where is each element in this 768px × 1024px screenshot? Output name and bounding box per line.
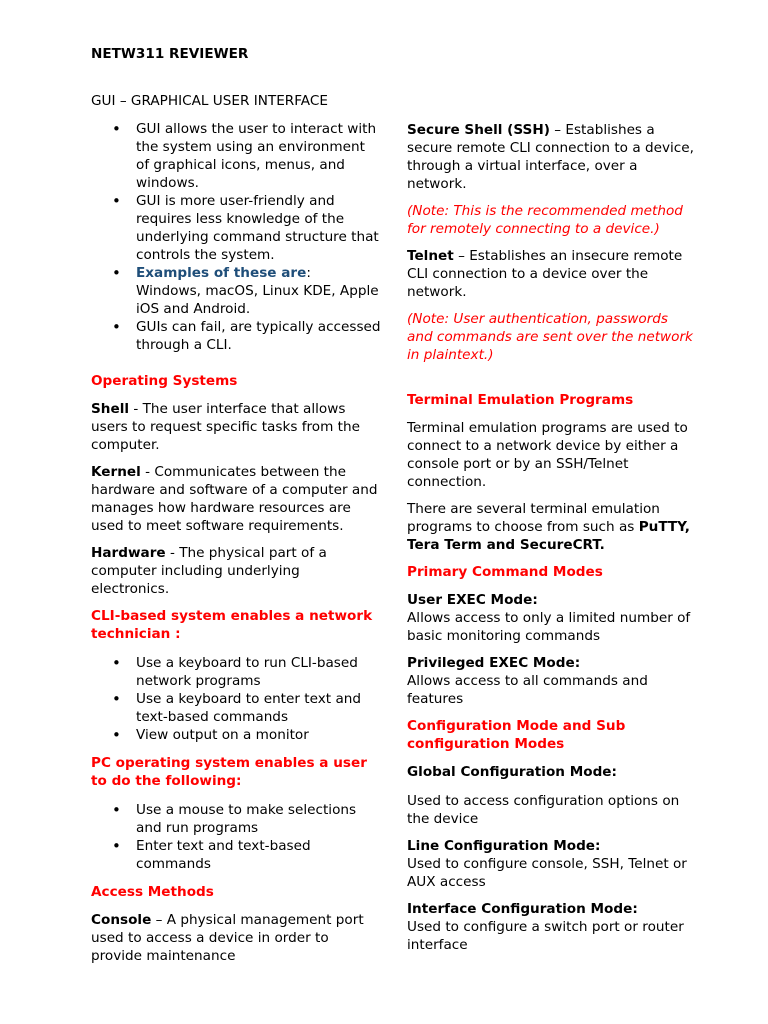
console-term: Console: [91, 912, 152, 928]
kernel-term: Kernel: [91, 464, 141, 480]
list-item: • Use a keyboard to enter text and text-based commands: [109, 690, 381, 726]
shell-def: - The user interface that allows users to request specific tasks from the computer.: [91, 401, 360, 453]
ssh-note: (Note: This is the recommended method for remotely connecting to a device.): [407, 203, 683, 237]
page-title: NETW311 REVIEWER: [91, 46, 249, 62]
gui-list: [109, 120, 381, 354]
priv-exec-def: Allows access to all commands and features: [407, 673, 648, 707]
console-definition: [91, 911, 381, 965]
telnet-note: (Note: User authentication, passwords and commands are sent over the network in plaintext.): [407, 311, 693, 363]
os-heading: Operating Systems: [91, 373, 238, 389]
priv-exec-term: Privileged EXEC Mode:: [407, 655, 581, 671]
kernel-definition: [91, 463, 381, 535]
hardware-definition: [91, 544, 381, 598]
tep-paragraph-1: Terminal emulation programs are used to connect to a network device by either a console port or by an SSH/Telnet connection.: [407, 420, 688, 490]
tep-p2-text: There are several terminal emulation programs to choose from such as: [407, 501, 660, 535]
pc-list: [109, 801, 381, 873]
examples-colon: :: [306, 265, 311, 281]
global-def: Used to access configuration options on the device: [407, 793, 680, 827]
right-column: [407, 121, 697, 963]
priv-exec-mode: [407, 654, 697, 708]
list-item: • Use a keyboard to run CLI-based network programs: [109, 654, 381, 690]
list-item: • View output on a monitor: [109, 726, 381, 744]
telnet-def: – Establishes an insecure remote CLI connection to a device over the network.: [407, 248, 683, 300]
telnet-definition: [407, 247, 697, 301]
examples-text: Windows, macOS, Linux KDE, Apple iOS and Android.: [136, 283, 379, 317]
hardware-term: Hardware: [91, 545, 166, 561]
line-def: Used to configure console, SSH, Telnet or AUX access: [407, 856, 687, 890]
user-exec-mode: [407, 591, 697, 645]
ssh-def: – Establishes a secure remote CLI connection to a device, through a virtual interface, over a network.: [407, 122, 694, 192]
left-column: [91, 92, 381, 974]
cli-heading: CLI-based system enables a network technician :: [91, 608, 373, 642]
list-item: • GUIs can fail, are typically accessed through a CLI.: [109, 318, 381, 354]
iface-def: Used to configure a switch port or router interface: [407, 919, 684, 953]
cli-list: [109, 654, 381, 744]
telnet-term: Telnet: [407, 248, 454, 264]
list-item: • Use a mouse to make selections and run programs: [109, 801, 381, 837]
user-exec-term: User EXEC Mode:: [407, 592, 538, 608]
ssh-term: Secure Shell (SSH): [407, 122, 550, 138]
line-config-mode: [407, 837, 697, 891]
shell-term: Shell: [91, 401, 130, 417]
config-heading: Configuration Mode and Sub configuration Modes: [407, 718, 626, 752]
gui-heading: GUI – GRAPHICAL USER INTERFACE: [91, 93, 328, 109]
tep-paragraph-2: [407, 500, 697, 554]
list-item: • GUI allows the user to interact with the system using an environment of graphical icons, menus, and windows.: [109, 120, 381, 192]
ssh-definition: [407, 121, 697, 193]
pc-heading: PC operating system enables a user to do the following:: [91, 755, 367, 789]
pcm-heading: Primary Command Modes: [407, 564, 603, 580]
list-item: [109, 264, 381, 318]
kernel-def: - Communicates between the hardware and software of a computer and manages how hardware resources are used to meet software requirements.: [91, 464, 378, 534]
line-term: Line Configuration Mode:: [407, 838, 601, 854]
tep-p2-bold: PuTTY, Tera Term and SecureCRT.: [407, 519, 690, 553]
iface-term: Interface Configuration Mode:: [407, 901, 638, 917]
access-heading: Access Methods: [91, 884, 214, 900]
console-def: – A physical management port used to access a device in order to provide maintenance: [91, 912, 364, 964]
iface-config-mode: [407, 900, 697, 954]
user-exec-def: Allows access to only a limited number of basic monitoring commands: [407, 610, 691, 644]
tep-heading: Terminal Emulation Programs: [407, 392, 634, 408]
list-item: • GUI is more user-friendly and requires less knowledge of the underlying command structure that controls the system.: [109, 192, 381, 264]
examples-label: Examples of these are: [136, 265, 307, 281]
shell-definition: [91, 400, 381, 454]
list-item: • Enter text and text-based commands: [109, 837, 381, 873]
global-term: Global Configuration Mode:: [407, 764, 617, 780]
hardware-def: - The physical part of a computer including underlying electronics.: [91, 545, 327, 597]
